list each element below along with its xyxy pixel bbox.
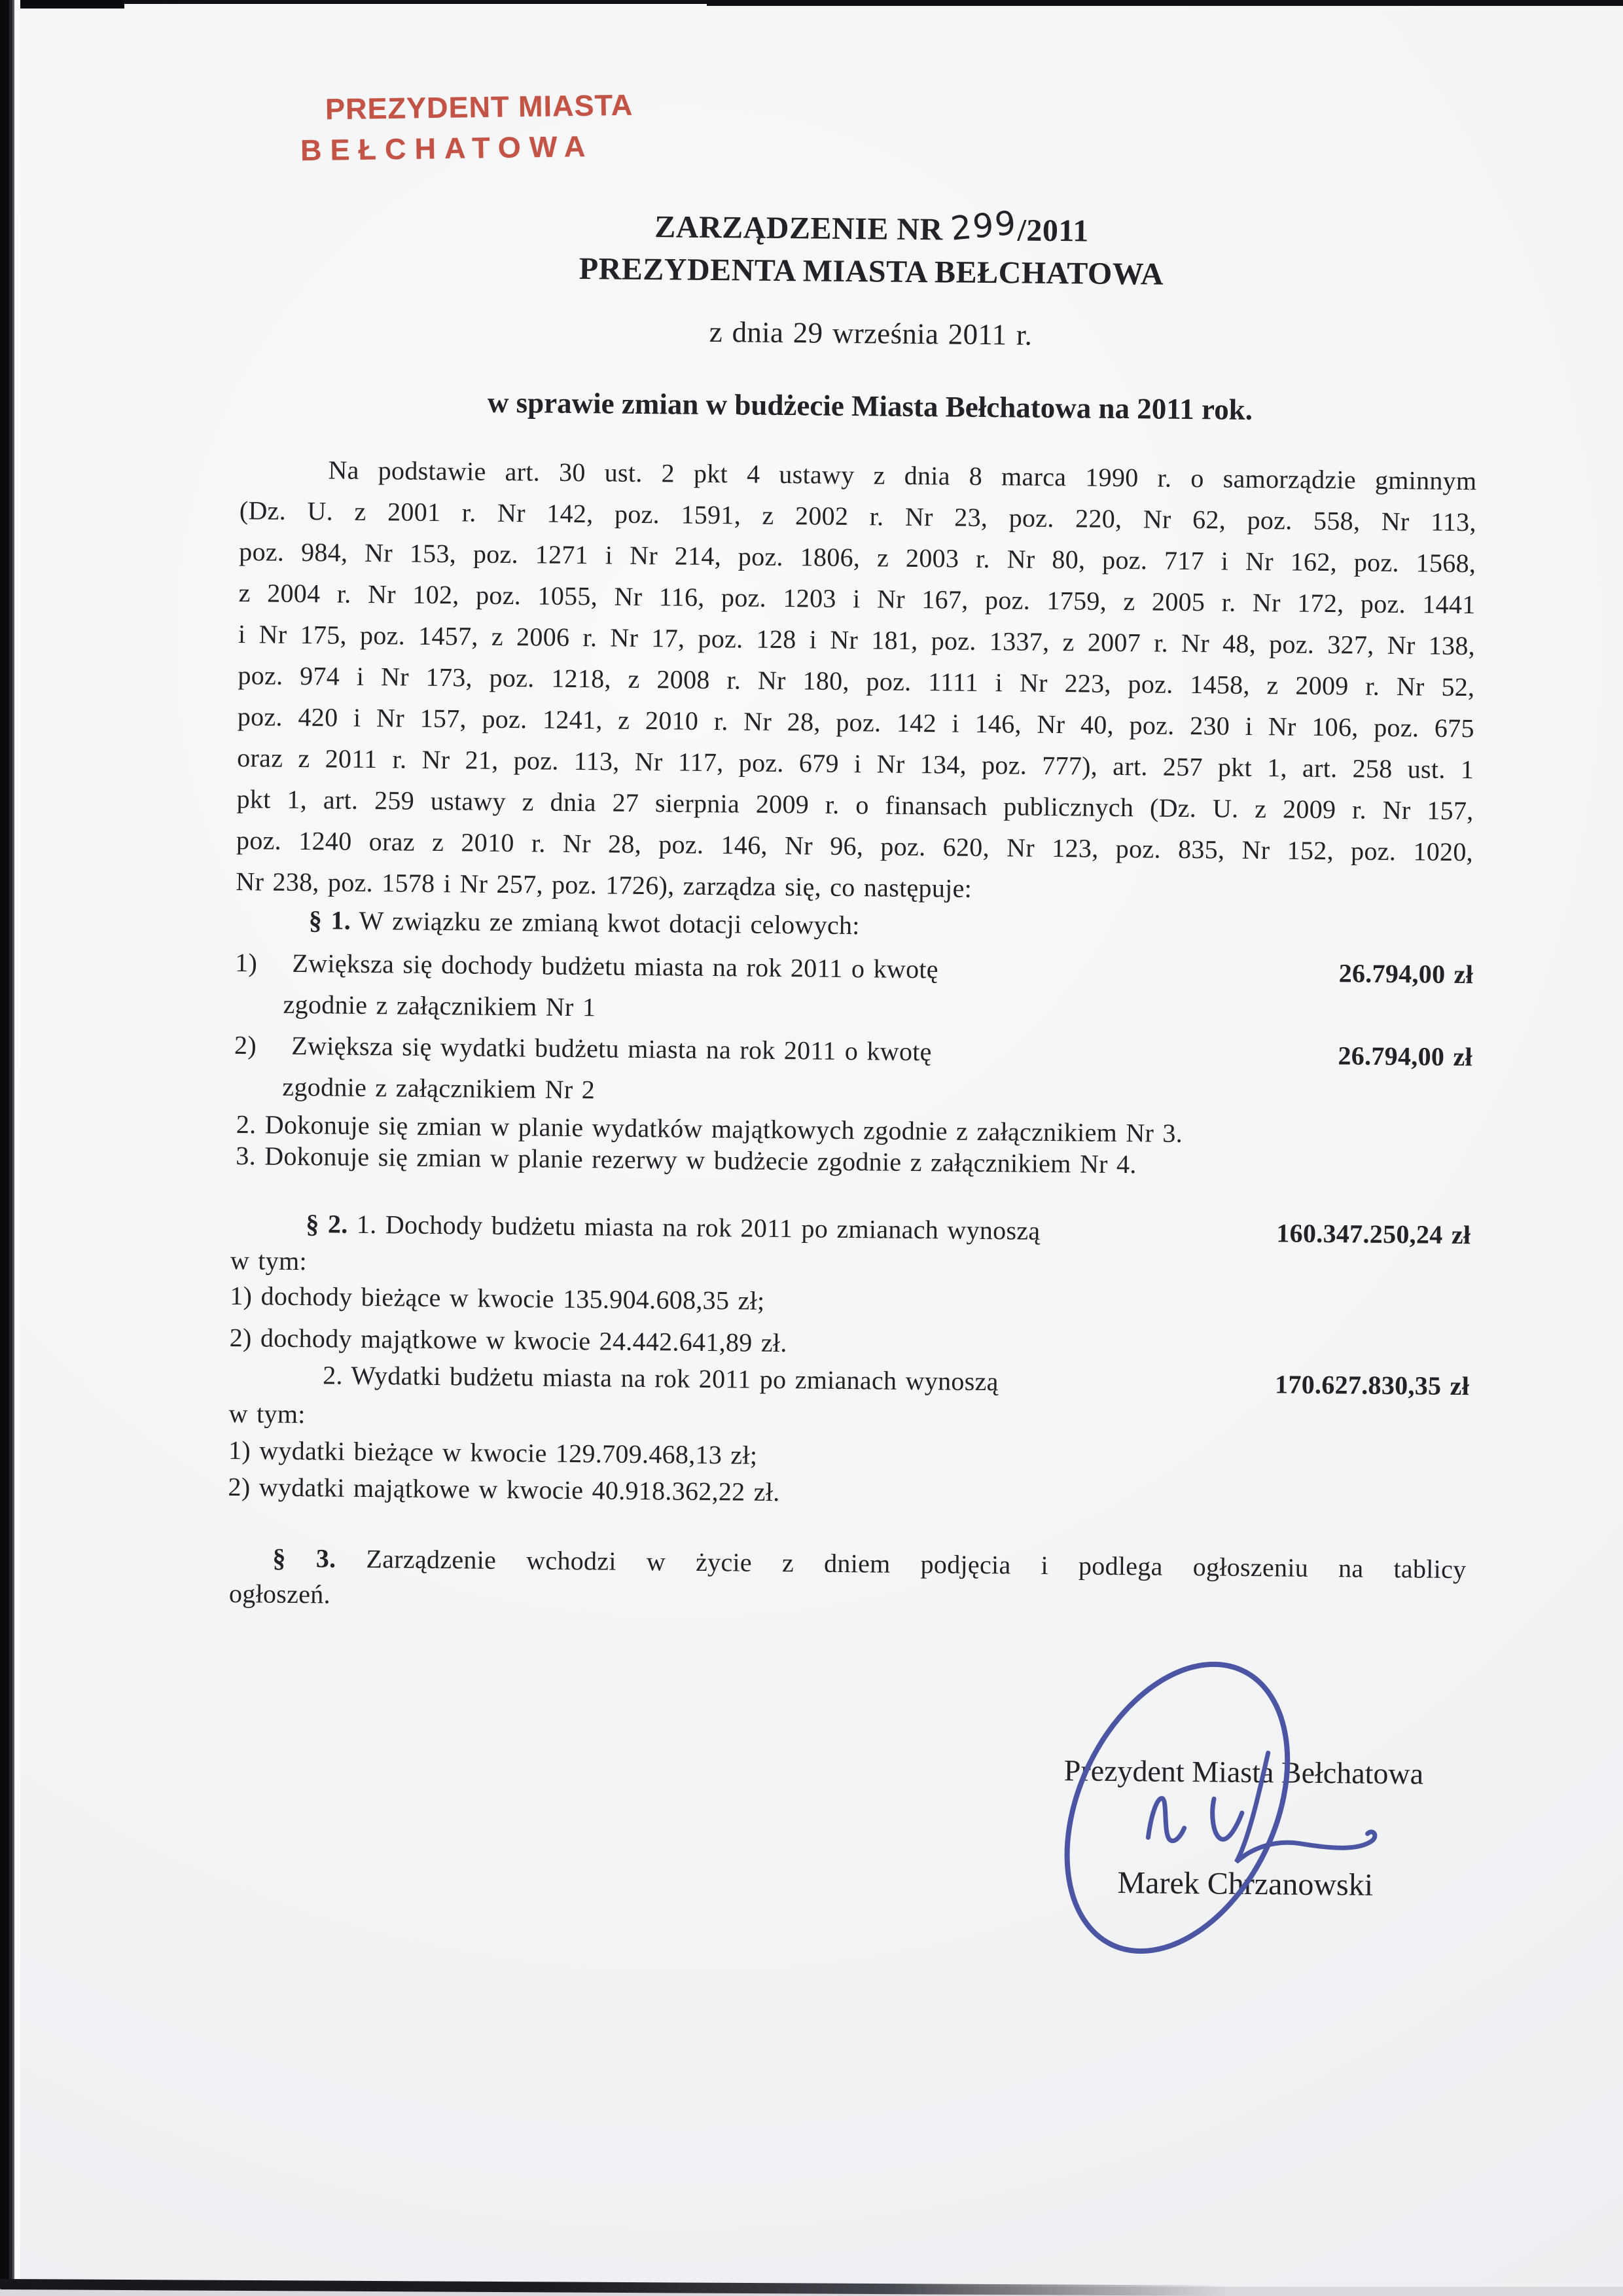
- legal-basis-line: pkt 1, art. 259 ustawy z dnia 27 sierpnia 2009 r. o finansach publicznych (Dz. U. z 2009 r. Nr 157,: [236, 784, 1474, 826]
- section1-item2: [234, 1030, 1474, 1072]
- wtym-label-1: w tym:: [230, 1245, 308, 1276]
- legal-basis-line: poz. 1240 oraz z 2010 r. Nr 28, poz. 146, Nr 96, poz. 620, Nr 123, poz. 835, Nr 152, poz. 1020,: [236, 825, 1474, 867]
- section1-heading-text: W związku ze zmianą kwot dotacji celowych:: [359, 905, 860, 941]
- signature-flourish-stroke: [1236, 1753, 1376, 1863]
- section2-line1-amount: 160.347.250,24 zł: [1276, 1218, 1471, 1250]
- item2-amount: 26.794,00 zł: [1338, 1041, 1473, 1072]
- legal-basis-paragraph: [236, 454, 1477, 919]
- section2-sub2a: 1) wydatki bieżące w kwocie 129.709.468,13 zł;: [228, 1435, 758, 1470]
- office-stamp-line2: BEŁCHATOWA: [300, 129, 594, 168]
- item1-amount: 26.794,00 zł: [1338, 958, 1474, 990]
- office-stamp-line1: PREZYDENT MIASTA: [325, 88, 633, 126]
- ordinance-title-line1: [113, 202, 1623, 254]
- legal-basis-line: poz. 984, Nr 153, poz. 1271 i Nr 214, poz. 1806, z 2003 r. Nr 80, poz. 717 i Nr 162, poz. 1568,: [239, 537, 1476, 579]
- ordinance-title-line2: PREZYDENTA MIASTA BEŁCHATOWA: [579, 251, 1164, 292]
- section2-line2-amount: 170.627.830,35 zł: [1274, 1369, 1470, 1401]
- legal-basis-line: (Dz. U. z 2001 r. Nr 142, poz. 1591, z 2002 r. Nr 23, poz. 220, Nr 62, poz. 558, Nr 113,: [239, 495, 1477, 537]
- legal-basis-line: oraz z 2011 r. Nr 21, poz. 113, Nr 117, poz. 679 i Nr 134, poz. 777), art. 257 pkt 1, art. 258 ust. 1: [237, 743, 1474, 785]
- item2-annex: zgodnie z załącznikiem Nr 2: [282, 1071, 596, 1105]
- handwritten-signature-ink: [1012, 1643, 1421, 1961]
- section2-line1-text: 1. Dochody budżetu miasta na rok 2011 po zmianach wynoszą: [356, 1209, 1041, 1246]
- title-year-suffix: /2011: [1017, 213, 1090, 249]
- title-number-handwritten: 299: [949, 204, 1019, 248]
- section1-point3: 3. Dokonuje się zmian w planie rezerwy w budżecie zgodnie z załącznikiem Nr 4.: [236, 1141, 1137, 1179]
- scan-top-edge-artifact-right: [707, 0, 1623, 6]
- subject-line: w sprawie zmian w budżecie Miasta Bełchatowa na 2011 rok.: [487, 386, 1253, 426]
- legal-basis-line: poz. 420 i Nr 157, poz. 1241, z 2010 r. Nr 28, poz. 142 i 146, Nr 40, poz. 230 i Nr 106, poz. 675: [237, 702, 1474, 744]
- legal-basis-line: poz. 974 i Nr 173, poz. 1218, z 2008 r. Nr 180, poz. 1111 i Nr 223, poz. 1458, z 2009 r. Nr 52,: [238, 660, 1475, 702]
- section1-marker: § 1.: [308, 905, 351, 935]
- section3-line2: ogłoszeń.: [228, 1578, 331, 1609]
- section2-line2: [231, 1359, 1471, 1401]
- item1-text: Zwiększa się dochody budżetu miasta na rok 2011 o kwotę: [292, 948, 939, 984]
- date-line: z dnia 29 września 2011 r.: [709, 315, 1033, 351]
- section3-line1-text: Zarządzenie wchodzi w życie z dniem podjęcia i podlega ogłoszeniu na tablicy: [366, 1544, 1467, 1585]
- signature-scribble-stroke: [1212, 1799, 1242, 1839]
- section1-item1: [235, 947, 1474, 990]
- item2-text: Zwiększa się wydatki budżetu miasta na rok 2011 o kwotę: [291, 1030, 932, 1067]
- item1-marker: 1): [235, 948, 258, 978]
- item2-marker: 2): [234, 1030, 257, 1060]
- signature-scribble-stroke: [1148, 1798, 1185, 1840]
- section1-point2: 2. Dokonuje się zmian w planie wydatków majątkowych zgodnie z załącznikiem Nr 3.: [236, 1109, 1183, 1148]
- section2-line2-text: 2. Wydatki budżetu miasta na rok 2011 po zmianach wynoszą: [322, 1360, 999, 1397]
- section3-line1: [229, 1542, 1466, 1585]
- item1-annex: zgodnie z załącznikiem Nr 1: [283, 989, 596, 1022]
- legal-basis-line: Nr 238, poz. 1578 i Nr 257, poz. 1726), zarządza się, co następuje:: [236, 867, 972, 903]
- section2-sub2b: 2) wydatki majątkowe w kwocie 40.918.362,22 zł.: [228, 1471, 780, 1507]
- title-prefix: ZARZĄDZENIE NR: [654, 209, 943, 247]
- signature-loop-stroke: [1024, 1643, 1332, 1961]
- section2-sub1b: 2) dochody majątkowe w kwocie 24.442.641,89 zł.: [229, 1322, 787, 1358]
- legal-basis-line: z 2004 r. Nr 102, poz. 1055, Nr 116, poz. 1203 i Nr 167, poz. 1759, z 2005 r. Nr 172, poz. 1441: [238, 578, 1476, 620]
- legal-basis-line: Na podstawie art. 30 ust. 2 pkt 4 ustawy z dnia 8 marca 1990 r. o samorządzie gminnym: [328, 455, 1477, 496]
- signature-name-line: Marek Chrzanowski: [1117, 1865, 1374, 1903]
- section3-paragraph: [229, 1542, 1467, 1621]
- section2-marker: § 2.: [306, 1209, 348, 1239]
- section2-sub1a: 1) dochody bieżące w kwocie 135.904.608,35 zł;: [230, 1280, 765, 1316]
- section3-marker: § 3.: [272, 1543, 336, 1573]
- signature-role-line: Prezydent Miasta Bełchatowa: [1063, 1753, 1424, 1791]
- wtym-label-2: w tym:: [228, 1398, 306, 1429]
- section2-line1: [232, 1208, 1472, 1250]
- legal-basis-line: i Nr 175, poz. 1457, z 2006 r. Nr 17, poz. 128 i Nr 181, poz. 1337, z 2007 r. Nr 48, poz. 327, Nr 138,: [238, 619, 1476, 661]
